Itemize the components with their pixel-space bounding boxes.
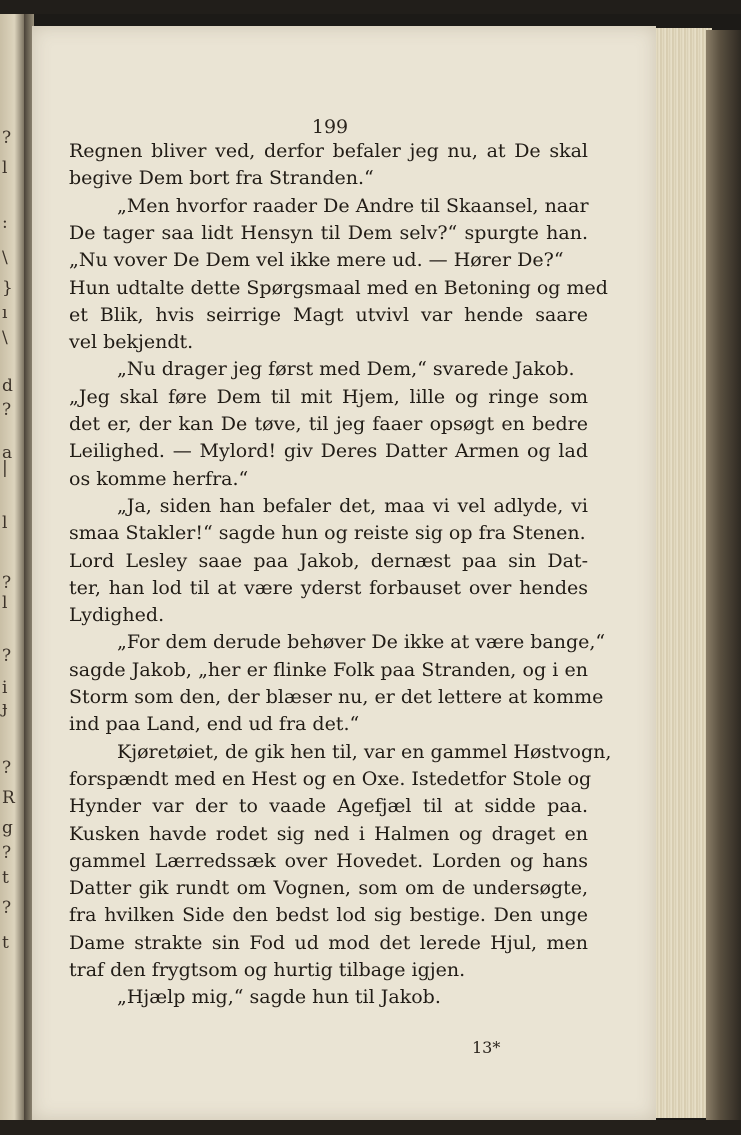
previous-page-fragment: ? <box>2 758 12 778</box>
text-line: „Men hvorfor raader De Andre til Skaansel, naar <box>117 194 589 217</box>
previous-page-edge <box>0 14 24 1122</box>
text-line: Datter gik rundt om Vognen, som om de undersøgte, <box>69 877 588 900</box>
text-line: vel bekjendt. <box>69 331 194 354</box>
book-spine-shadow <box>706 30 741 1120</box>
previous-page-fragment: R <box>2 788 15 808</box>
previous-page-fragment: l <box>2 513 8 533</box>
previous-page-fragment: ? <box>2 843 12 863</box>
text-line: ter, han lod til at være yderst forbauset over hendes <box>69 576 588 599</box>
text-line: sagde Jakob, „her er flinke Folk paa Stranden, og i en <box>69 658 588 681</box>
text-line: smaa Stakler!“ sagde hun og reiste sig op fra Stenen. <box>69 522 586 545</box>
text-line: det er, der kan De tøve, til jeg faaer opsøgt en bedre <box>69 413 588 435</box>
text-line: „Nu drager jeg først med Dem,“ svarede Jakob. <box>117 358 575 381</box>
bottom-shadow <box>0 1120 741 1135</box>
text-line: Regnen bliver ved, derfor befaler jeg nu, at De skal <box>69 140 588 162</box>
previous-page-fragment: g <box>2 818 13 838</box>
text-line: Kjøretøiet, de gik hen til, var en gammel Høstvogn, <box>117 740 612 763</box>
previous-page-fragment: | <box>2 458 8 478</box>
text-line: „Nu vover De Dem vel ikke mere ud. — Hører De?“ <box>69 249 564 272</box>
text-line: os komme herfra.“ <box>69 467 249 490</box>
book-page <box>32 26 656 1120</box>
text-line: et Blik, hvis seirrige Magt utvivl var hende saare <box>69 303 588 326</box>
previous-page-fragment: t <box>2 868 9 888</box>
previous-page-fragment: ? <box>2 573 12 593</box>
previous-page-fragment: ? <box>2 898 12 918</box>
page-edges <box>656 28 712 1118</box>
top-shadow <box>0 0 741 14</box>
previous-page-fragment: ı <box>2 303 8 323</box>
text-line: Storm som den, der blæser nu, er det lettere at komme <box>69 686 604 708</box>
text-line: Hynder var der to vaade Agefjæl til at sidde paa. <box>69 795 588 818</box>
previous-page-fragment: ɟ <box>2 698 8 718</box>
previous-page-fragment: i <box>2 678 8 698</box>
text-line: Hun udtalte dette Spørgsmaal med en Betoning og med <box>69 276 608 299</box>
previous-page-fragment: } <box>2 278 13 298</box>
previous-page-fragment: l <box>2 593 8 613</box>
previous-page-fragment: ? <box>2 646 12 666</box>
text-line: Lydighed. <box>69 604 165 627</box>
text-line: fra hvilken Side den bedst lod sig bestige. Den unge <box>69 904 588 927</box>
previous-page-fragment: d <box>2 376 13 396</box>
text-line: „Hjælp mig,“ sagde hun til Jakob. <box>117 986 441 1009</box>
text-line: Leilighed. — Mylord! giv Deres Datter Armen og lad <box>69 440 588 463</box>
previous-page-fragment: : <box>2 213 8 233</box>
previous-page-fragment: a <box>2 443 13 463</box>
page-number: 199 <box>311 116 349 138</box>
text-line: „Jeg skal føre Dem til mit Hjem, lille og ringe som <box>69 385 588 408</box>
text-line: De tager saa lidt Hensyn til Dem selv?“ spurgte han. <box>69 221 588 244</box>
previous-page-fragment: \ <box>2 328 8 348</box>
text-line: gammel Lærredssæk over Hovedet. Lorden og hans <box>69 849 588 872</box>
text-line: ind paa Land, end ud fra det.“ <box>69 713 360 736</box>
text-line: Kusken havde rodet sig ned i Halmen og draget en <box>69 822 588 845</box>
previous-page-fragment: t <box>2 933 9 953</box>
previous-page-fragment: ? <box>2 400 12 420</box>
signature-mark: 13* <box>472 1038 501 1057</box>
text-line: „Ja, siden han befaler det, maa vi vel adlyde, vi <box>117 494 588 517</box>
text-line: forspændt med en Hest og en Oxe. Istedetfor Stole og <box>69 767 592 790</box>
text-line: traf den frygtsom og hurtig tilbage igjen. <box>69 959 466 981</box>
text-line: Dame strakte sin Fod ud mod det lerede Hjul, men <box>69 931 588 954</box>
previous-page-fragment: \ <box>2 248 8 268</box>
previous-page-fragment: ? <box>2 128 12 148</box>
text-line: „For dem derude behøver De ikke at være bange,“ <box>117 631 606 654</box>
text-line: begive Dem bort fra Stranden.“ <box>69 167 374 190</box>
text-line: Lord Lesley saae paa Jakob, dernæst paa sin Dat- <box>69 549 588 572</box>
previous-page-fragment: l <box>2 158 8 178</box>
